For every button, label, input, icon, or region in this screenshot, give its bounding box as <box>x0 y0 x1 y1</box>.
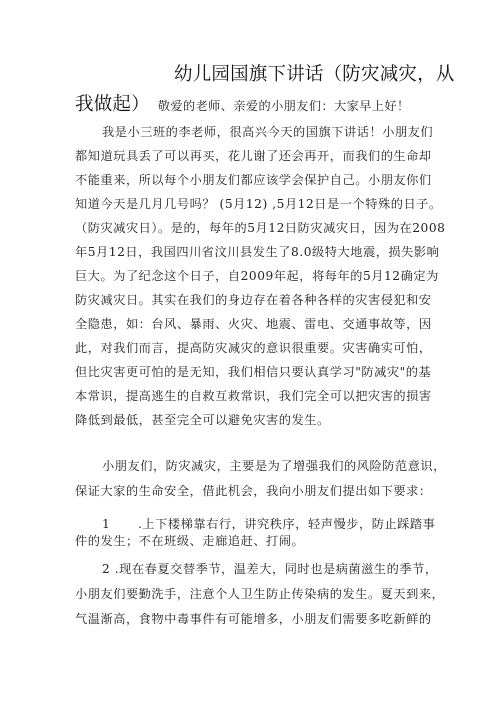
paragraph-requirements-intro <box>75 454 446 504</box>
paragraph-line: 本常识，提高逃生的自救互救常识，我们完全可以把灾害的损害 <box>75 389 432 403</box>
document-title <box>75 60 475 121</box>
paragraph-line: （防灾减灾日）。是的，每年的5月12日防灾减灾日，因为在2008 <box>75 221 446 235</box>
paragraph-line: 降低到最低，甚至完全可以避免灾害的发生。 <box>75 413 330 427</box>
list-item-text: .上下楼梯靠右行，讲究秩序，轻声慢步，防止踩踏事 <box>138 517 436 531</box>
paragraph-line: 我是小三班的李老师，很高兴今天的国旗下讲话！小朋友们 <box>102 125 434 139</box>
paragraph-line: 保证大家的生命安全，借此机会，我向小朋友们提出如下要求： <box>75 484 432 498</box>
paragraph-line: 气温渐高，食物中毒事件有可能增多，小朋友们需要多吃新鲜的 <box>75 612 432 626</box>
list-item-number: 1 <box>102 517 111 531</box>
paragraph-line: 但比灾害更可怕的是无知，我们相信只要认真学习"防减灾"的基 <box>75 365 432 379</box>
paragraph-line: 此，对我们而言，提高防灾减灾的意识很重要。灾害确实可怕， <box>75 341 432 355</box>
paragraph-line: 不能重来，所以每个小朋友们都应该学会保护自己。小朋友你们 <box>75 173 432 187</box>
paragraph-line: 知道今天是几月几号吗？ (5月12) ,5月12日是一个特殊的日子。 <box>75 197 442 211</box>
list-item-text: 件的发生；不在班级、走廊追赶、打闹。 <box>75 534 305 548</box>
title-line-2-text: 我做起） <box>75 94 150 115</box>
paragraph-line: 巨大。为了纪念这个日子，自2009年起，将每年的5月12确定为 <box>75 269 439 283</box>
paragraph-line: 全隐患，如：台风、暴雨、火灾、地震、雷电、交通事故等，因 <box>75 317 432 331</box>
paragraph-line: 都知道玩具丢了可以再买，花儿谢了还会再开，而我们的生命却 <box>75 149 432 163</box>
greeting: 敬爱的老师、亲爱的小朋友们：大家早上好！ <box>157 99 410 113</box>
list-item-2 <box>75 557 445 632</box>
list-item-1 <box>75 516 436 550</box>
paragraph-line: 2 .现在春夏交替季节，温差大，同时也是病菌滋生的季节， <box>102 562 438 576</box>
paragraph-intro <box>75 120 446 432</box>
title-line-1: 幼儿园国旗下讲话（防灾减灾，从 <box>174 64 455 85</box>
paragraph-line: 小朋友们，防灾减灾，主要是为了增强我们的风险防范意识， <box>102 459 446 473</box>
paragraph-line: 防灾减灾日。其实在我们的身边存在着各种各样的灾害侵犯和安 <box>75 293 432 307</box>
title-line-2 <box>75 90 475 121</box>
paragraph-line: 小朋友们要勤洗手，注意个人卫生防止传染病的发生。夏天到来， <box>75 587 445 601</box>
paragraph-line: 年5月12日，我国四川省汶川县发生了8.0级特大地震，损失影响 <box>75 245 440 259</box>
